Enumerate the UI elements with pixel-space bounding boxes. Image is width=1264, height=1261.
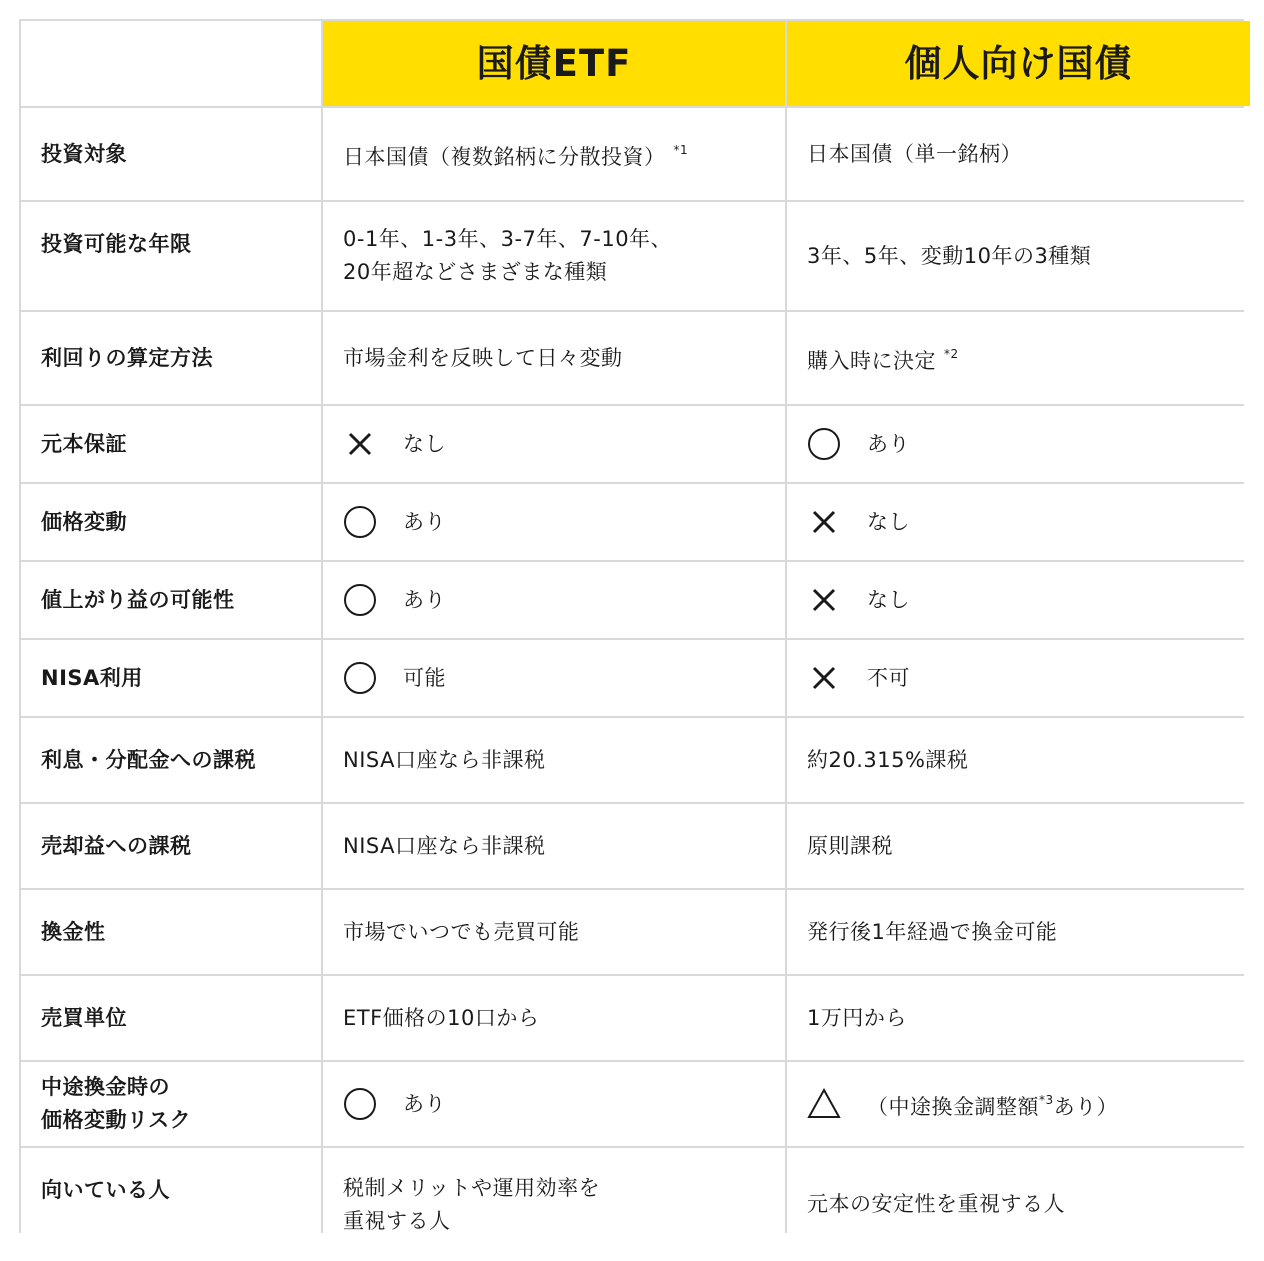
etf-value-cell [323,202,785,310]
cell-text: なし [867,587,910,612]
individual-bond-value-cell [787,976,1250,1060]
cell-text: 日本国債（単一銘柄） [807,141,1022,166]
circle-icon [343,583,377,617]
row-label: 利息・分配金への課税 [21,718,321,802]
cell-text: なし [867,509,910,534]
cell-text: 元本の安定性を重視する人 [807,1192,1065,1216]
row-label: 投資可能な年限 [21,202,321,310]
cell-text: あり [403,1091,446,1116]
cross-icon [807,583,841,617]
cell-text: 原則課税 [807,833,893,858]
cross-icon [807,505,841,539]
row-label: 値上がり益の可能性 [21,562,321,638]
row-label: 利回りの算定方法 [21,312,321,404]
individual-bond-value-cell [787,108,1250,200]
individual-bond-value-cell [787,202,1250,310]
cell-text: あり [403,587,446,612]
cell-text-group [343,342,623,375]
etf-value-cell [323,562,785,638]
individual-bond-value-cell [787,640,1250,716]
row-label: 売買単位 [21,976,321,1060]
individual-bond-value-cell [787,484,1250,560]
cell-text-group [867,428,910,461]
cell-text: 1万円から [807,1005,907,1030]
cell-text-group [403,1088,446,1121]
cell-text-group [403,428,446,461]
individual-bond-value-cell [787,890,1250,974]
etf-value-cell [323,976,785,1060]
cell-text-group [867,662,910,695]
cell-text-group [807,240,1091,273]
cell-text: あり [403,509,446,534]
cell-text: 3年、5年、変動10年の3種類 [807,243,1092,268]
cell-text-group [867,584,910,617]
row-label: 中途換金時の 価格変動リスク [21,1062,321,1146]
cell-text-group [343,830,546,863]
cell-text-group [343,1172,600,1238]
cell-text: ETF価格の10口から [343,1005,540,1030]
etf-value-cell [323,1148,785,1261]
cell-text-group [807,744,968,777]
cell-text: 不可 [867,665,910,690]
cell-text: NISA口座なら非課税 [343,833,546,858]
cell-text: 可能 [403,665,446,690]
etf-value-cell [323,484,785,560]
circle-icon [343,505,377,539]
triangle-icon [807,1087,841,1121]
etf-value-cell [323,406,785,482]
cell-text-group [343,916,580,949]
etf-value-cell [323,804,785,888]
individual-bond-value-cell [787,1148,1250,1261]
row-label: 投資対象 [21,108,321,200]
cell-text: 市場でいつでも売買可能 [343,919,580,944]
cell-text-group [867,506,910,539]
etf-value-cell [323,1062,785,1146]
cell-text-group [807,1188,1065,1221]
cross-icon [343,427,377,461]
cell-text: 約20.315%課税 [807,747,969,772]
individual-bond-value-cell [787,718,1250,802]
row-label: 換金性 [21,890,321,974]
individual-bond-value-cell [787,1062,1250,1146]
row-label: 売却益への課税 [21,804,321,888]
cell-text-group [807,916,1057,949]
individual-bond-value-cell [787,562,1250,638]
etf-value-cell [323,640,785,716]
cell-text-group [403,584,446,617]
row-label: 価格変動 [21,484,321,560]
row-label: NISA利用 [21,640,321,716]
cell-text: なし [403,431,446,456]
footnote-marker: *3 [1039,1093,1054,1107]
cell-text: （中途換金調整額 [867,1095,1039,1119]
cell-text-group [867,1084,1118,1124]
etf-value-cell [323,718,785,802]
cell-text-group [807,138,1022,171]
cell-text-after: あり） [1053,1095,1119,1119]
individual-bond-value-cell [787,406,1250,482]
cell-text: 税制メリットや運用効率を 重視する人 [343,1175,601,1233]
cell-text-group [403,662,446,695]
circle-icon [807,427,841,461]
header-etf: 国債ETF [323,21,785,106]
cell-text-group [807,1002,907,1035]
cell-text: 購入時に決定 [807,349,936,373]
cell-text: 0-1年、1-3年、3-7年、7-10年、 20年超などさまざまな種類 [343,227,673,284]
cell-text-group [403,506,446,539]
row-label: 元本保証 [21,406,321,482]
cell-text-group [343,744,546,777]
cell-text: 日本国債（複数銘柄に分散投資） [343,145,666,169]
footnote-marker: *2 [944,347,959,361]
individual-bond-value-cell [787,804,1250,888]
cell-text-group [807,338,959,378]
etf-value-cell [323,890,785,974]
cell-text-group [807,830,893,863]
header-corner-cell [21,21,321,106]
header-individual-bond: 個人向け国債 [787,21,1250,106]
etf-value-cell [323,108,785,200]
footnote-marker: *1 [673,143,689,157]
circle-icon [343,661,377,695]
cell-text: NISA口座なら非課税 [343,747,546,772]
individual-bond-value-cell [787,312,1250,404]
cross-icon [807,661,841,695]
comparison-table [19,19,1244,1233]
circle-icon [343,1087,377,1121]
cell-text-group [343,223,672,289]
cell-text-group [343,1002,539,1035]
cell-text: 発行後1年経過で換金可能 [807,919,1058,944]
cell-text: 市場金利を反映して日々変動 [343,345,623,370]
row-label: 向いている人 [21,1148,321,1261]
etf-value-cell [323,312,785,404]
cell-text-group [343,134,688,174]
cell-text: あり [867,431,910,456]
